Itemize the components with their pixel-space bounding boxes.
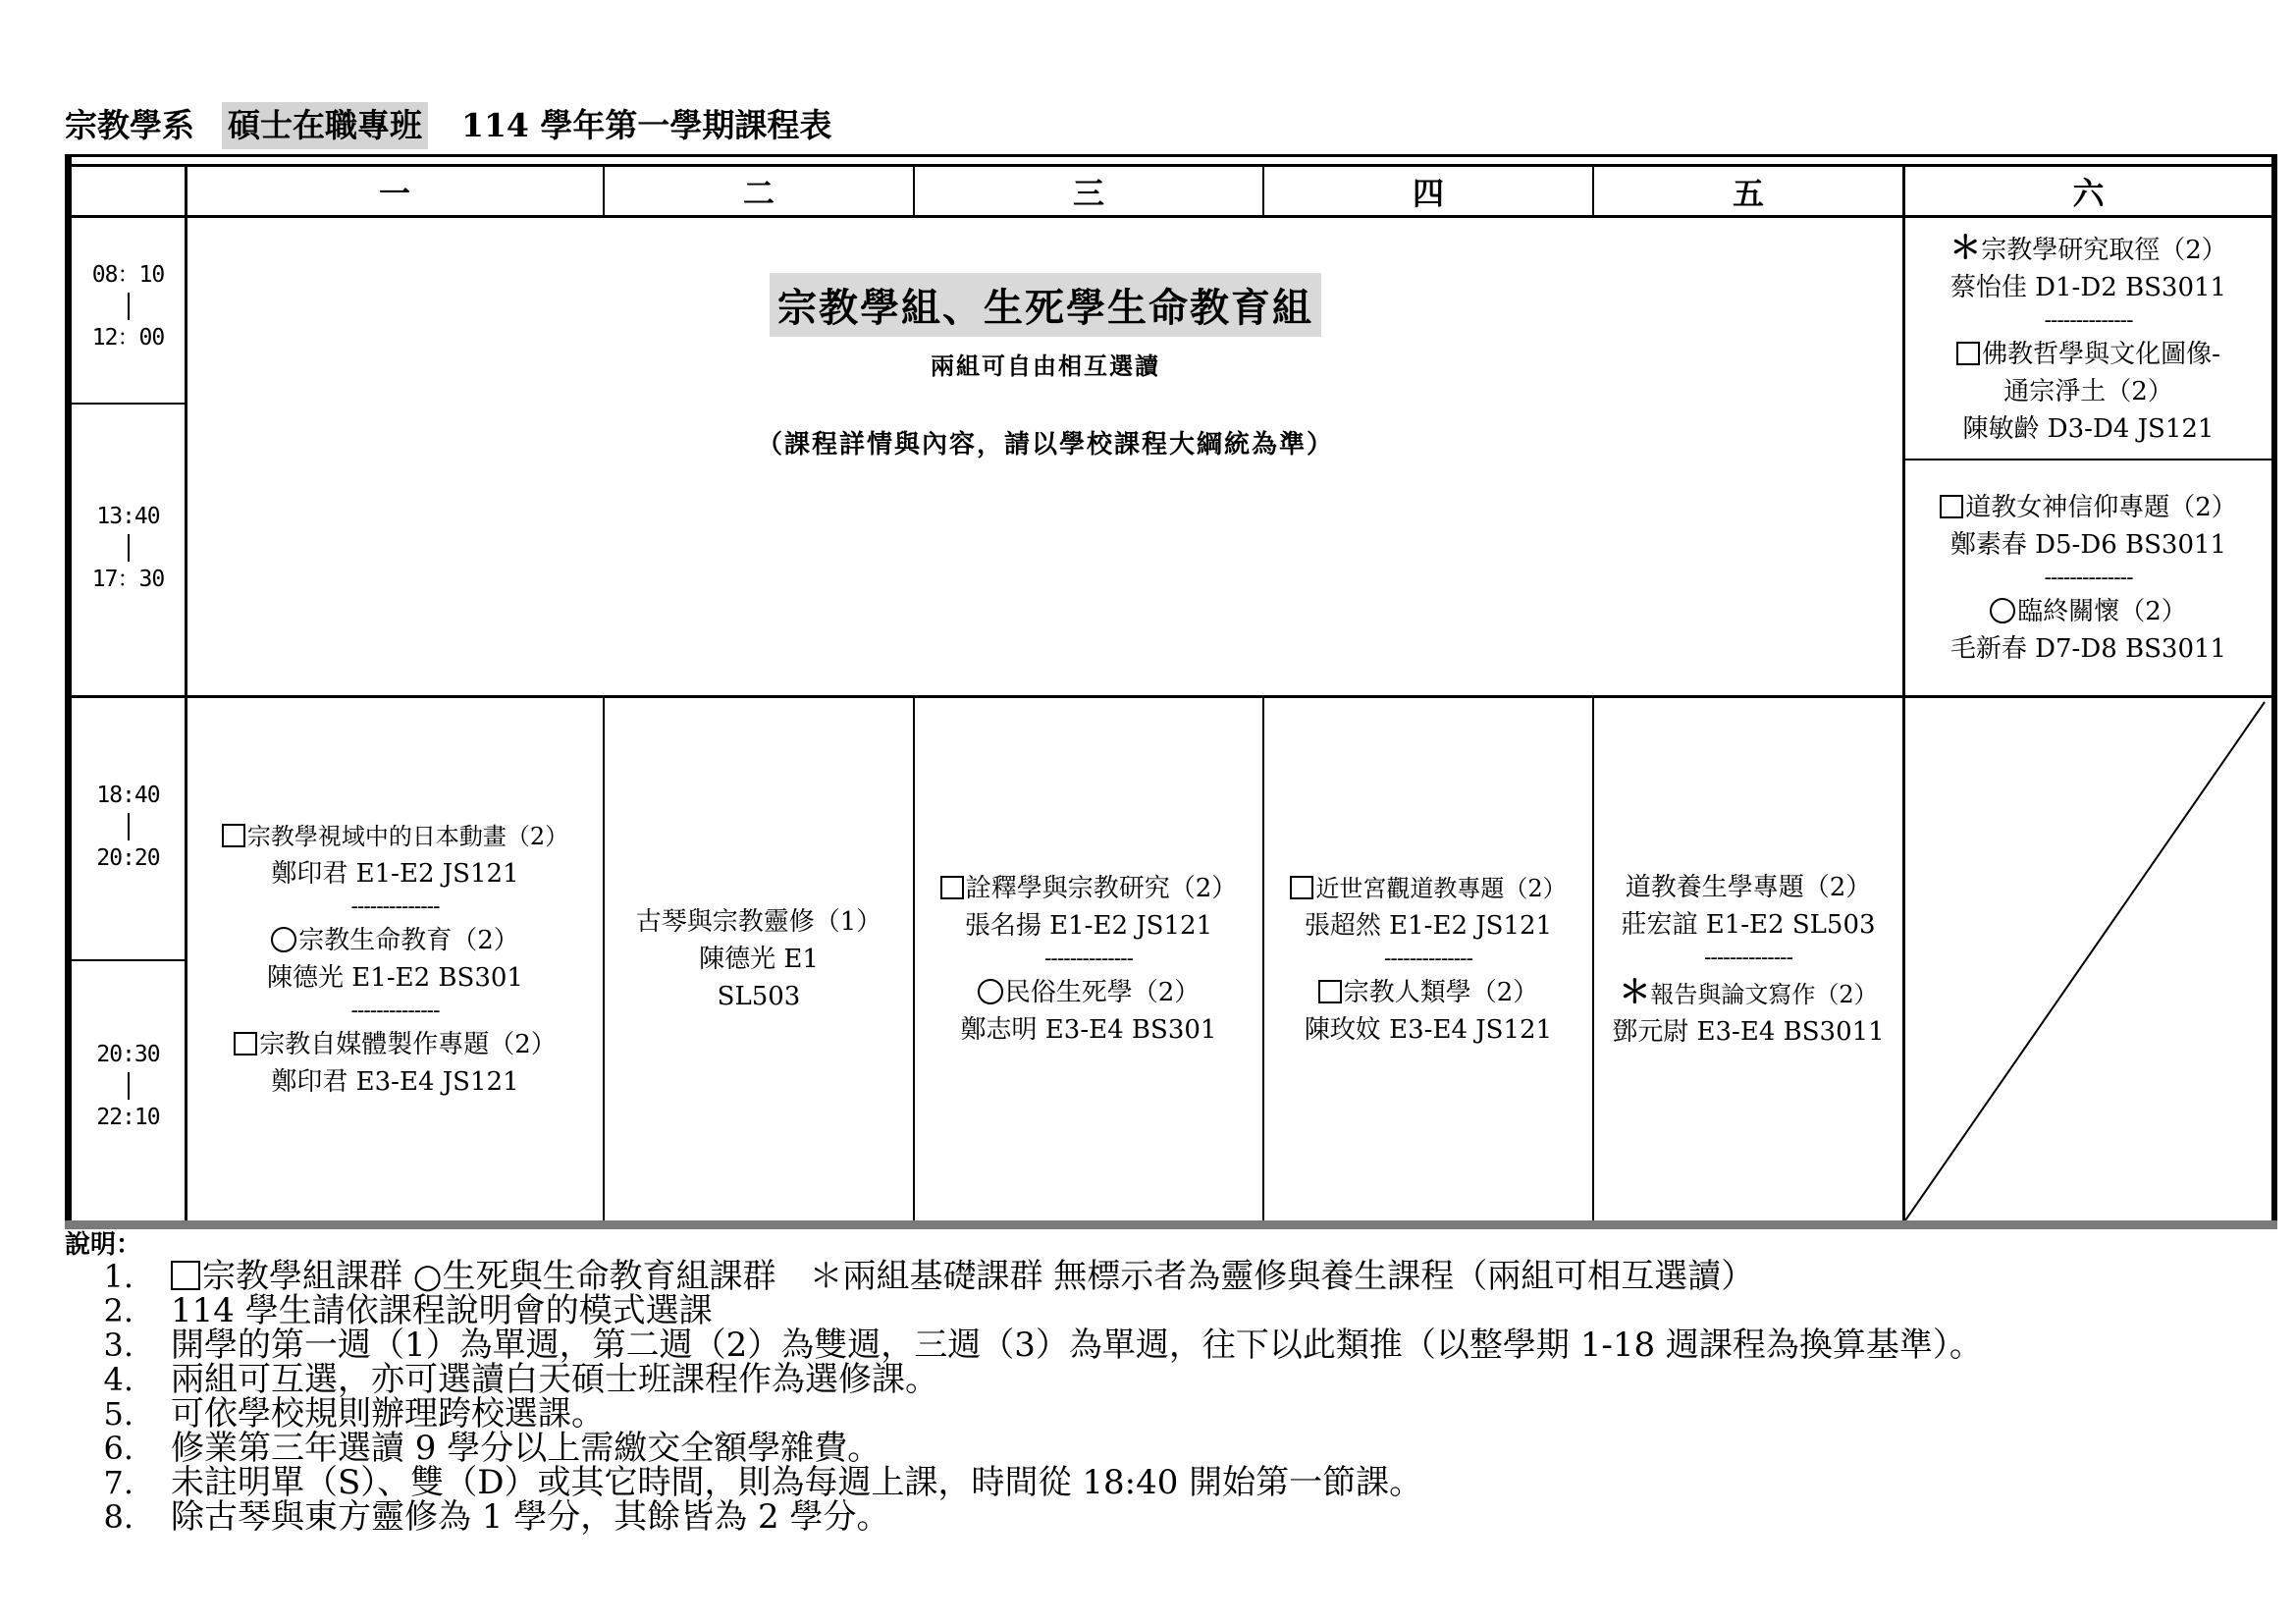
course-room: SL503 [717, 982, 801, 1011]
note-text: 可依學校規則辦理跨校選課。 [171, 1394, 605, 1434]
time-separator [128, 534, 130, 562]
divider: -------------- [350, 999, 440, 1023]
header-day-tue: 二 [742, 174, 774, 212]
note-number: 1. [103, 1258, 133, 1295]
square-icon [1940, 495, 1963, 518]
course-title: ＊宗教學研究取徑（2） [1949, 229, 2227, 266]
circle-icon [1990, 598, 2015, 623]
time-slot-eve1 [72, 782, 185, 872]
banner-subtitle: 兩組可自由相互選讀 [931, 352, 1160, 380]
fri-evening-cell [1594, 698, 1902, 1220]
wed-evening-cell [915, 698, 1262, 1220]
course-detail: 鄭志明 E3-E4 BS301 [960, 1015, 1217, 1045]
note-item [65, 1429, 2224, 1468]
page-title [65, 102, 865, 149]
time-split-am [72, 403, 187, 405]
diagonal-line [1905, 702, 2265, 1220]
circle-icon [271, 927, 296, 952]
square-icon [234, 1032, 257, 1056]
time-separator [128, 1072, 130, 1100]
time-end: 17：30 [91, 567, 165, 592]
time-end: 20:20 [96, 845, 160, 871]
time-start: 20:30 [96, 1042, 160, 1067]
note-number: 3. [103, 1326, 133, 1364]
note-text: 114 學生請依課程說明會的模式選課 [171, 1291, 713, 1330]
divider: -------------- [1043, 947, 1134, 971]
time-start: 08：10 [91, 262, 165, 288]
banner-note: （課程詳情與內容，請以學校課程大綱統為準） [756, 430, 1334, 460]
note-number: 5. [103, 1395, 133, 1433]
time-separator [128, 293, 130, 320]
header-day-thu: 四 [1412, 174, 1444, 212]
header-day-fri: 五 [1732, 174, 1764, 212]
star-icon: ＊ [1619, 972, 1651, 1010]
course-title: 古琴與宗教靈修（1） [635, 907, 882, 937]
course-title: 近世宮觀道教專題（2） [1290, 870, 1566, 907]
course-title: 臨終關懷（2） [1990, 593, 2187, 630]
note-text: 宗教學組課群 ○生死與生命教育組課群 ＊兩組基礎課群 無標示者為靈修與養生課程（兩組可相互選讀） [171, 1260, 1754, 1294]
course-title: 民俗生死學（2） [978, 974, 1201, 1011]
time-end: 12：00 [91, 325, 165, 351]
header-day-sat: 六 [2072, 174, 2105, 212]
divider: -------------- [350, 894, 440, 919]
course-title: ＊報告與論文寫作（2） [1619, 972, 1878, 1010]
note-number: 4. [103, 1361, 133, 1398]
course-detail: 莊宏誼 E1-E2 SL503 [1621, 909, 1876, 940]
header-day-mon: 一 [378, 174, 410, 212]
course-detail: 毛新春 D7-D8 BS3011 [1949, 633, 2227, 664]
course-detail: 陳德光 E1-E2 BS301 [267, 963, 523, 993]
note-text: 開學的第一週（1）為單週，第二週（2）為雙週，三週（3）為單週，往下以此類推（以整學期 1-18 週課程為換算基準）。 [171, 1326, 1983, 1365]
divider: -------------- [2044, 565, 2133, 590]
course-title: 宗教生命教育（2） [271, 922, 519, 959]
divider: -------------- [1383, 947, 1473, 971]
note-item [65, 1257, 2224, 1296]
divider: -------------- [1703, 945, 1793, 970]
notes-section [65, 1230, 2224, 1535]
time-start: 18:40 [96, 783, 160, 808]
star-icon: ＊ [1949, 229, 1982, 266]
note-number: 2. [103, 1292, 133, 1329]
course-detail: 陳敏齡 D3-D4 JS121 [1962, 414, 2215, 444]
square-icon [1318, 980, 1342, 1003]
note-text: 兩組可互選，亦可選讀白天碩士班課程作為選修課。 [171, 1360, 938, 1399]
square-icon [1956, 342, 1980, 365]
note-item [65, 1291, 2224, 1330]
course-detail: 鄭素春 D5-D6 BS3011 [1949, 529, 2227, 560]
course-title: 詮釋學與宗教研究（2） [940, 870, 1238, 907]
note-text: 修業第三年選讀 9 學分以上需繳交全額學雜費。 [171, 1429, 881, 1468]
note-item [65, 1394, 2224, 1434]
sat-evening-empty [1905, 698, 2271, 1220]
course-detail: 鄭印君 E1-E2 JS121 [271, 859, 519, 889]
note-text: 未註明單（S）、雙（D）或其它時間，則為每週上課，時間從 18:40 開始第一節課。 [171, 1463, 1423, 1502]
term-label: 114 學年第一學期課程表 [461, 106, 832, 144]
course-title-cont: 通宗淨土（2） [2003, 377, 2173, 406]
course-detail: 張超然 E1-E2 JS121 [1304, 911, 1553, 941]
course-detail: 鄭印君 E3-E4 JS121 [271, 1067, 519, 1097]
note-item [65, 1328, 2224, 1363]
course-title: 佛教哲學與文化圖像- [1956, 336, 2220, 373]
square-icon [171, 1261, 200, 1290]
table-right-border [2271, 154, 2277, 1223]
course-title: 道教女神信仰專題（2） [1940, 489, 2237, 526]
program-name: 碩士在職專班 [222, 102, 428, 149]
tue-evening-cell [605, 698, 913, 1220]
sat-afternoon-cell [1905, 460, 2271, 695]
course-title: 宗教自媒體製作專題（2） [234, 1026, 557, 1063]
time-slot-eve2 [72, 1041, 185, 1131]
course-title: 道教養生學專題（2） [1625, 872, 1872, 902]
course-detail: 蔡怡佳 D1-D2 BS3011 [1949, 273, 2227, 302]
time-start: 13:40 [96, 504, 160, 529]
circle-icon [978, 979, 1003, 1004]
table-bottom-rule [65, 1220, 2277, 1229]
time-separator [128, 813, 130, 840]
note-number: 8. [103, 1498, 133, 1536]
time-slot-am [72, 261, 185, 352]
square-icon [940, 876, 964, 899]
time-slot-pm [72, 503, 185, 593]
note-item [65, 1497, 2224, 1537]
course-detail: 陳玫妏 E3-E4 JS121 [1304, 1015, 1553, 1045]
header-day-wed: 三 [1072, 174, 1104, 212]
daytime-banner [187, 218, 1904, 459]
note-number: 6. [103, 1430, 133, 1467]
mon-evening-cell [187, 698, 603, 1220]
course-teacher: 陳德光 E1 [699, 945, 819, 974]
thu-evening-cell [1264, 698, 1592, 1220]
course-title: 宗教學視域中的日本動畫（2） [222, 818, 568, 855]
banner-title: 宗教學組、生死學生命教育組 [770, 273, 1321, 337]
square-icon [222, 824, 245, 847]
sat-morning-cell [1905, 218, 2271, 459]
note-number: 7. [103, 1464, 133, 1501]
note-text: 除古琴與東方靈修為 1 學分，其餘皆為 2 學分。 [171, 1497, 890, 1537]
note-item [65, 1463, 2224, 1502]
table-left-border [65, 154, 72, 1223]
note-item [65, 1360, 2224, 1399]
notes-heading: 說明： [65, 1230, 142, 1260]
divider: -------------- [2044, 308, 2133, 333]
course-detail: 張名揚 E1-E2 JS121 [964, 911, 1213, 941]
time-split-pm [72, 959, 187, 961]
course-title: 宗教人類學（2） [1318, 974, 1539, 1011]
course-detail: 鄧元尉 E3-E4 BS3011 [1612, 1016, 1885, 1047]
square-icon [1290, 876, 1313, 899]
time-end: 22:10 [96, 1105, 160, 1130]
dept-name: 宗教學系 [65, 106, 194, 144]
